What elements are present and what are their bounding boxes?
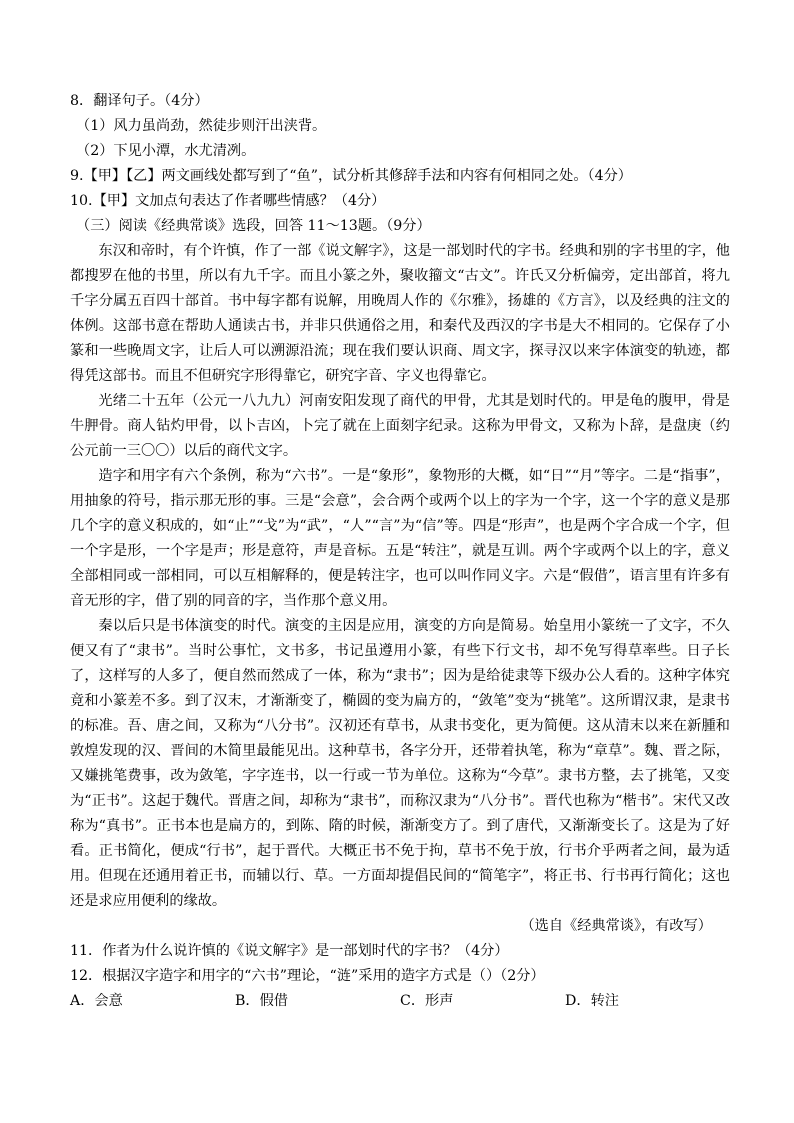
passage-source: （选自《经典常谈》，有改写） [520,918,712,934]
option-b: B．假借 [235,993,288,1009]
question-12-options [70,989,730,1014]
passage-paragraph: 光绪二十五年（公元一八九九）河南安阳发现了商代的甲骨，尤其是划时代的。甲是龟的腹甲，骨是牛胛骨。商人钻灼甲骨，以卜吉凶，卜完了就在上面刻字纪录。这称为甲骨文，又称为卜辞，是盘庚（约公元前一三〇〇）以后的商代文字。 [70,393,730,459]
question-8-sentence-2: （2）下见小潭，水尤清冽。 [76,143,256,159]
reading-passage [70,239,730,914]
option-c: C．形声 [400,993,454,1009]
question-10: 10.【甲】文加点句表达了作者哪些情感？（4分） [70,193,386,209]
question-12: 12．根据汉字造字和用字的“六书”理论，“涟”采用的造字方式是（）（2分） [70,968,545,984]
exam-page [70,89,730,1014]
question-8-sentence-1: （1）风力虽尚劲，然徒步则汗出浃背。 [76,118,327,134]
section-3-heading: （三）阅读《经典常谈》选段，回答 11～13题。（9分） [76,218,431,234]
passage-paragraph: 秦以后只是书体演变的时代。演变的主因是应用，演变的方向是简易。始皇用小篆统一了文字，不久便又有了“隶书”。当时公事忙，文书多，书记虽遵用小篆，有些下行文书，却不免写得草率些。日子长了，这样写的人多了，便自然而然成了一体，称为“隶书”；因为是给徒隶等下级办公人看的。这种字体究竟和小篆差不多。到了汉末，才渐渐变了，椭圆的变为扁方的，“敛笔”变为“挑笔”。这所谓汉隶，是隶书的标准。吾、唐之间，又称为“八分书”。汉初还有草书，从隶书变化，更为简便。这从清末以来在新腫和敦煌发现的汉、晋间的木简里最能见出。这种草书，各字分开，还带着执笔，称为“章草”。魏、晋之际，又嫌挑笔费事，改为敛笔，字字连书，以一行或一节为单位。这称为“今草”。隶书方整，去了挑笔，又变为“正书”。这起于魏代。晋唐之间，却称为“隶书”，而称汉隶为“八分书”。晋代也称为“楷书”。宋代又改称为“真书”。正书本也是扁方的，到陈、隋的时候，渐渐变方了。到了唐代，又渐渐变长了。这是为了好看。正书简化，便成“行书”，起于晋代。大概正书不免于拘，草书不免于放，行书介乎两者之间，最为适用。但现在还通用着正书，而辅以行、草。一方面却提倡民间的“简笔字”，将正书、行书再行简化；这也还是求应用便利的缘故。 [70,618,730,909]
passage-paragraph: 造字和用字有六个条例，称为“六书”。一是“象形”，象物形的大概，如“日”“月”等字。二是“指事”，用抽象的符号，指示那无形的事。三是“会意”，会合两个或两个以上的字为一个字，这一个字的意义是那几个字的意义积成的，如“止”“戈”为“武”，“人”“言”为“信”等。四是“形声”，也是两个字合成一个字，但一个字是形，一个字是声；形是意符，声是音标。五是“转注”，就是互训。两个字或两个以上的字，意义全部相同或一部相同，可以互相解释的，便是转注字，也可以叫作同义字。六是“假借”，语言里有许多有音无形的字，借了别的同音的字，当作那个意义用。 [70,468,730,609]
option-d: D．转注 [565,993,619,1009]
question-11: 11．作者为什么说许慎的《说文解字》是一部划时代的字书？（4分） [70,943,509,959]
question-8-title: 8．翻译句子。（4分） [70,93,209,109]
question-9: 9.【甲】【乙】两文画线处都写到了“鱼”，试分析其修辞手法和内容有何相同之处。（4分） [70,168,632,184]
option-a: A．会意 [70,993,123,1009]
passage-paragraph: 东汉和帝时，有个许慎，作了一部《说文解字》，这是一部划时代的字书。经典和别的字书里的字，他都搜罗在他的书里，所以有九千字。而且小篆之外，聚收籀文“古文”。许氏又分析偏旁，定出部首，将九千字分属五百四十部首。书中每字都有说解，用晚周人作的《尔雅》，扬雄的《方言》，以及经典的注文的体例。这部书意在帮助人通读古书，并非只供通俗之用，和秦代及西汉的字书是大不相同的。它保存了小篆和一些晚周文字，让后人可以溯源沿流；现在我们要认识商、周文字，探寻汉以来字体演变的轨迹，都得凭这部书。而且不但研究字形得靠它，研究字音、字义也得靠它。 [70,243,730,384]
